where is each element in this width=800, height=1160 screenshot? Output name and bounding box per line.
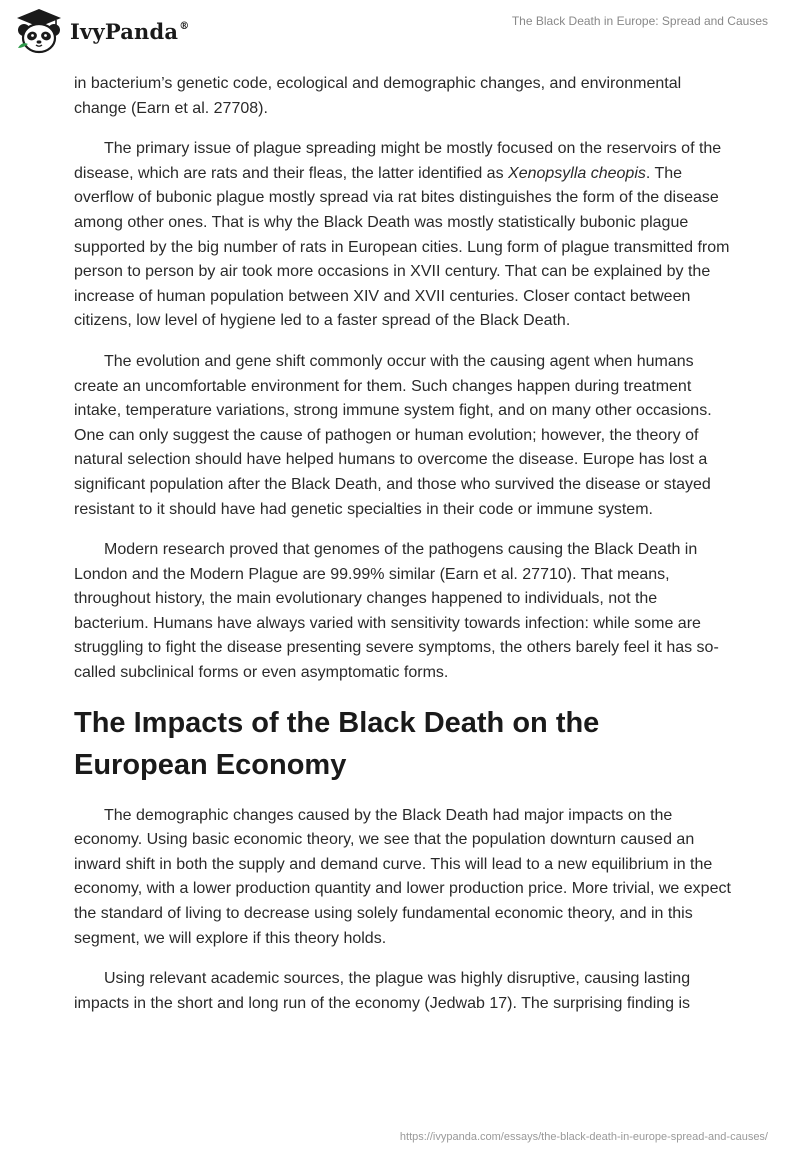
paragraph-evolution: The evolution and gene shift commonly occur with the causing agent when humans create an uncomfortable environment for them. Such changes happen during treatment intake, temperature variations, strong immune system fight, and on many other occasions. One can only suggest the cause of pathogen or human evolution; however, the theory of natural selection should have helped humans to overcome the disease. Europe has lost a significant population after the Black Death, and those who survived the disease or stayed resistant to it should have had genetic specialties in their code or immune system.: [74, 352, 712, 518]
ivypanda-logo[interactable]: [14, 8, 189, 54]
paragraph-text: . The overflow of bubonic plague mostly spread via rat bites distinguishes the form of the disease among other ones. That is why the Black Death was mostly statistically bubonic plague supported by the big number of rats in European cities. Lung form of plague transmitted from person to person by air took more occasions in XVII century. That can be explained by the increase of human population between XIV and XVII centuries. Closer contact between citizens, low level of hygiene led to a faster spread of the Black Death.: [74, 164, 730, 330]
paragraph-academic-sources: Using relevant academic sources, the plague was highly disruptive, causing lasting impacts in the short and long run of the economy (Jedwab 17). The surprising finding is: [74, 970, 691, 1012]
paragraph-text: The primary issue of plague spreading might be mostly focused on the reservoirs of the disease, which are rats and their fleas, the latter identified as: [74, 140, 722, 182]
brand-name: IvyPanda®: [70, 18, 190, 44]
species-name: Xenopsylla cheopis: [508, 164, 646, 182]
paragraph-modern-research: Modern research proved that genomes of the pathogens causing the Black Death in London and the Modern Plague are 99.99% similar (Earn et al. 27710). That means, throughout history, the main evolutionary changes happened to individuals, not the bacterium. Humans have always varied with sensitivity towards infection: while some are struggling to fight the disease presenting severe symptoms, the others barely feel it has so-called subclinical forms or even asymptomatic forms.: [74, 541, 719, 682]
document-title: The Black Death in Europe: Spread and Causes: [511, 14, 768, 28]
page-header: [0, 0, 800, 68]
section-heading: The Impacts of the Black Death on the European Economy: [74, 706, 600, 781]
paragraph-continuation: in bacterium’s genetic code, ecological and demographic changes, and environmental change (Earn et al. 27708).: [74, 75, 682, 117]
paragraph-plague-spreading: [74, 137, 734, 334]
registered-mark: ®: [179, 20, 190, 32]
essay-content: [74, 72, 734, 1032]
source-url-link[interactable]: https://ivypanda.com/essays/the-black-death-in-europe-spread-and-causes/: [399, 1131, 768, 1143]
panda-logo-icon: [14, 8, 64, 54]
paragraph-demographic-changes: The demographic changes caused by the Black Death had major impacts on the economy. Using basic economic theory, we see that the population downturn caused an inward shift in both the supply and demand curve. This will lead to a new equilibrium in the economy, with a lower production quantity and lower production price. More trivial, we expect the standard of living to decrease using solely fundamental economic theory, and in this segment, we will explore if this theory holds.: [74, 806, 731, 947]
